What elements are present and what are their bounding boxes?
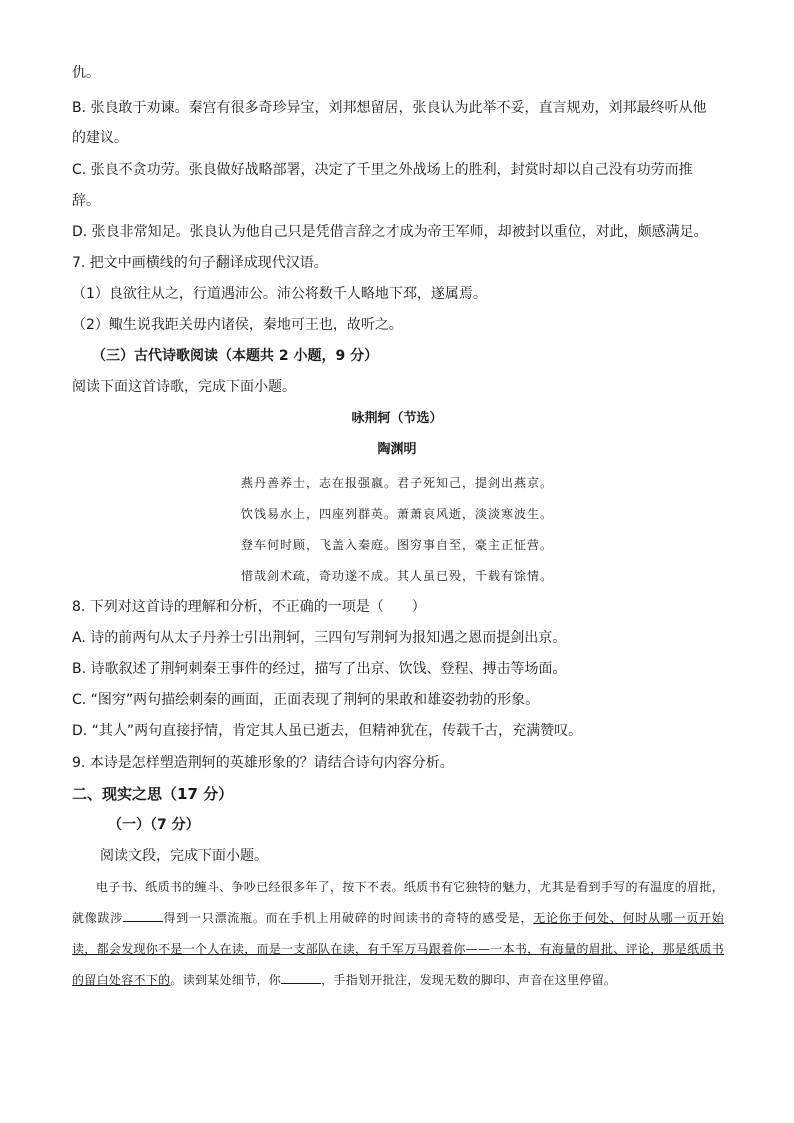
part-2-instruction: 阅读文段，完成下面小题。 (100, 848, 268, 864)
poem-line-1: 燕丹善养士，志在报强嬴。君子死知己，提剑出燕京。 (240, 476, 553, 490)
poem-author: 陶渊明 (377, 442, 417, 457)
question-9: 9. 本诗是怎样塑造荆轲的英雄形象的？请结合诗句内容分析。 (72, 755, 454, 771)
question-8-option-d: D. “其人”两句直接抒情，肯定其人虽已逝去，但精神犹在，传载千古，充满赞叹。 (72, 723, 583, 739)
section-3-instruction: 阅读下面这首诗歌，完成下面小题。 (72, 379, 296, 395)
question-8-option-c: C. “图穷”两句描绘刺秦的画面，正面表现了荆轲的果敢和雄姿勃勃的形象。 (72, 692, 540, 708)
question-7-part-2: （2）鲰生说我距关毋内诸侯，秦地可王也，故听之。 (72, 317, 403, 333)
option-b-line2: 的建议。 (72, 130, 128, 146)
option-c-line1: C. 张良不贪功劳。张良做好战略部署，决定了千里之外战场上的胜利，封赏时却以自己没有功劳而推 (72, 162, 693, 178)
poem-line-3: 登车何时顾，飞盖入秦庭。图穷事自至，豪主正怔营。 (240, 538, 553, 552)
poem-line-4: 惜哉剑术疏，奇功遂不成。其人虽已殁，千载有馀情。 (240, 569, 553, 583)
question-8-option-a: A. 诗的前两句从太子丹养士引出荆轲，三四句写荆轲为报知遇之恩而提剑出京。 (72, 630, 567, 646)
passage-text-4: ，手指划开批注，发现无数的脚印、声音在这里停留。 (321, 973, 617, 987)
question-7-part-1: （1）良欲往从之，行道遇沛公。沛公将数千人略地下邳，遂属焉。 (72, 286, 487, 302)
part-2-sub-heading: （一）（7 分） (108, 817, 200, 833)
passage-blank-1 (123, 908, 163, 922)
question-8: 8. 下列对这首诗的理解和分析，不正确的一项是（ ） (72, 599, 426, 615)
passage-text-3: 。读到某处细节，你 (170, 973, 282, 987)
passage-text-2: 得到一只漂流瓶。而在手机上用破碎的时间读书的奇特的感受是， (163, 911, 534, 925)
passage-text-1: 电子书、纸质书的缠斗、争吵已经很多年了，按下不表。纸质书有它独特的魅力，尤其是看到手写的有温度的眉批，就像跋涉 (72, 880, 724, 925)
passage-blank-2 (281, 970, 321, 984)
option-continuation: 仇。 (72, 65, 100, 81)
part-2-heading: 二、现实之思（17 分） (72, 785, 234, 803)
poem-line-2: 饮饯易水上，四座列群英。萧萧哀风逝，淡淡寒波生。 (240, 507, 553, 521)
option-c-line2: 辞。 (72, 193, 100, 209)
poem-title: 咏荆轲（节选） (351, 411, 443, 426)
question-8-option-b: B. 诗歌叙述了荆轲刺秦王事件的经过，描写了出京、饮饯、登程、搏击等场面。 (72, 661, 567, 677)
reading-passage (72, 872, 724, 996)
option-b-line1: B. 张良敢于劝谏。秦宫有很多奇珍异宝，刘邦想留居，张良认为此举不妥，直言规劝，刘邦最终听从他 (72, 100, 707, 116)
option-d: D. 张良非常知足。张良认为他自己只是凭借言辞之才成为帝王军师，却被封以重位，对此，颇感满足。 (72, 224, 708, 240)
question-7: 7. 把文中画横线的句子翻译成现代汉语。 (72, 255, 328, 271)
passage-underlined-sentence: 无论你于何处、何时从哪一页开始读，都会发现你不是一个人在读，而是一支部队在读，有千军万马跟着你——一本书，有海量的眉批、评论，那是纸质书的留白处容不下的 (72, 911, 724, 987)
section-3-heading: （三）古代诗歌阅读（本题共 2 小题，9 分） (92, 348, 379, 364)
